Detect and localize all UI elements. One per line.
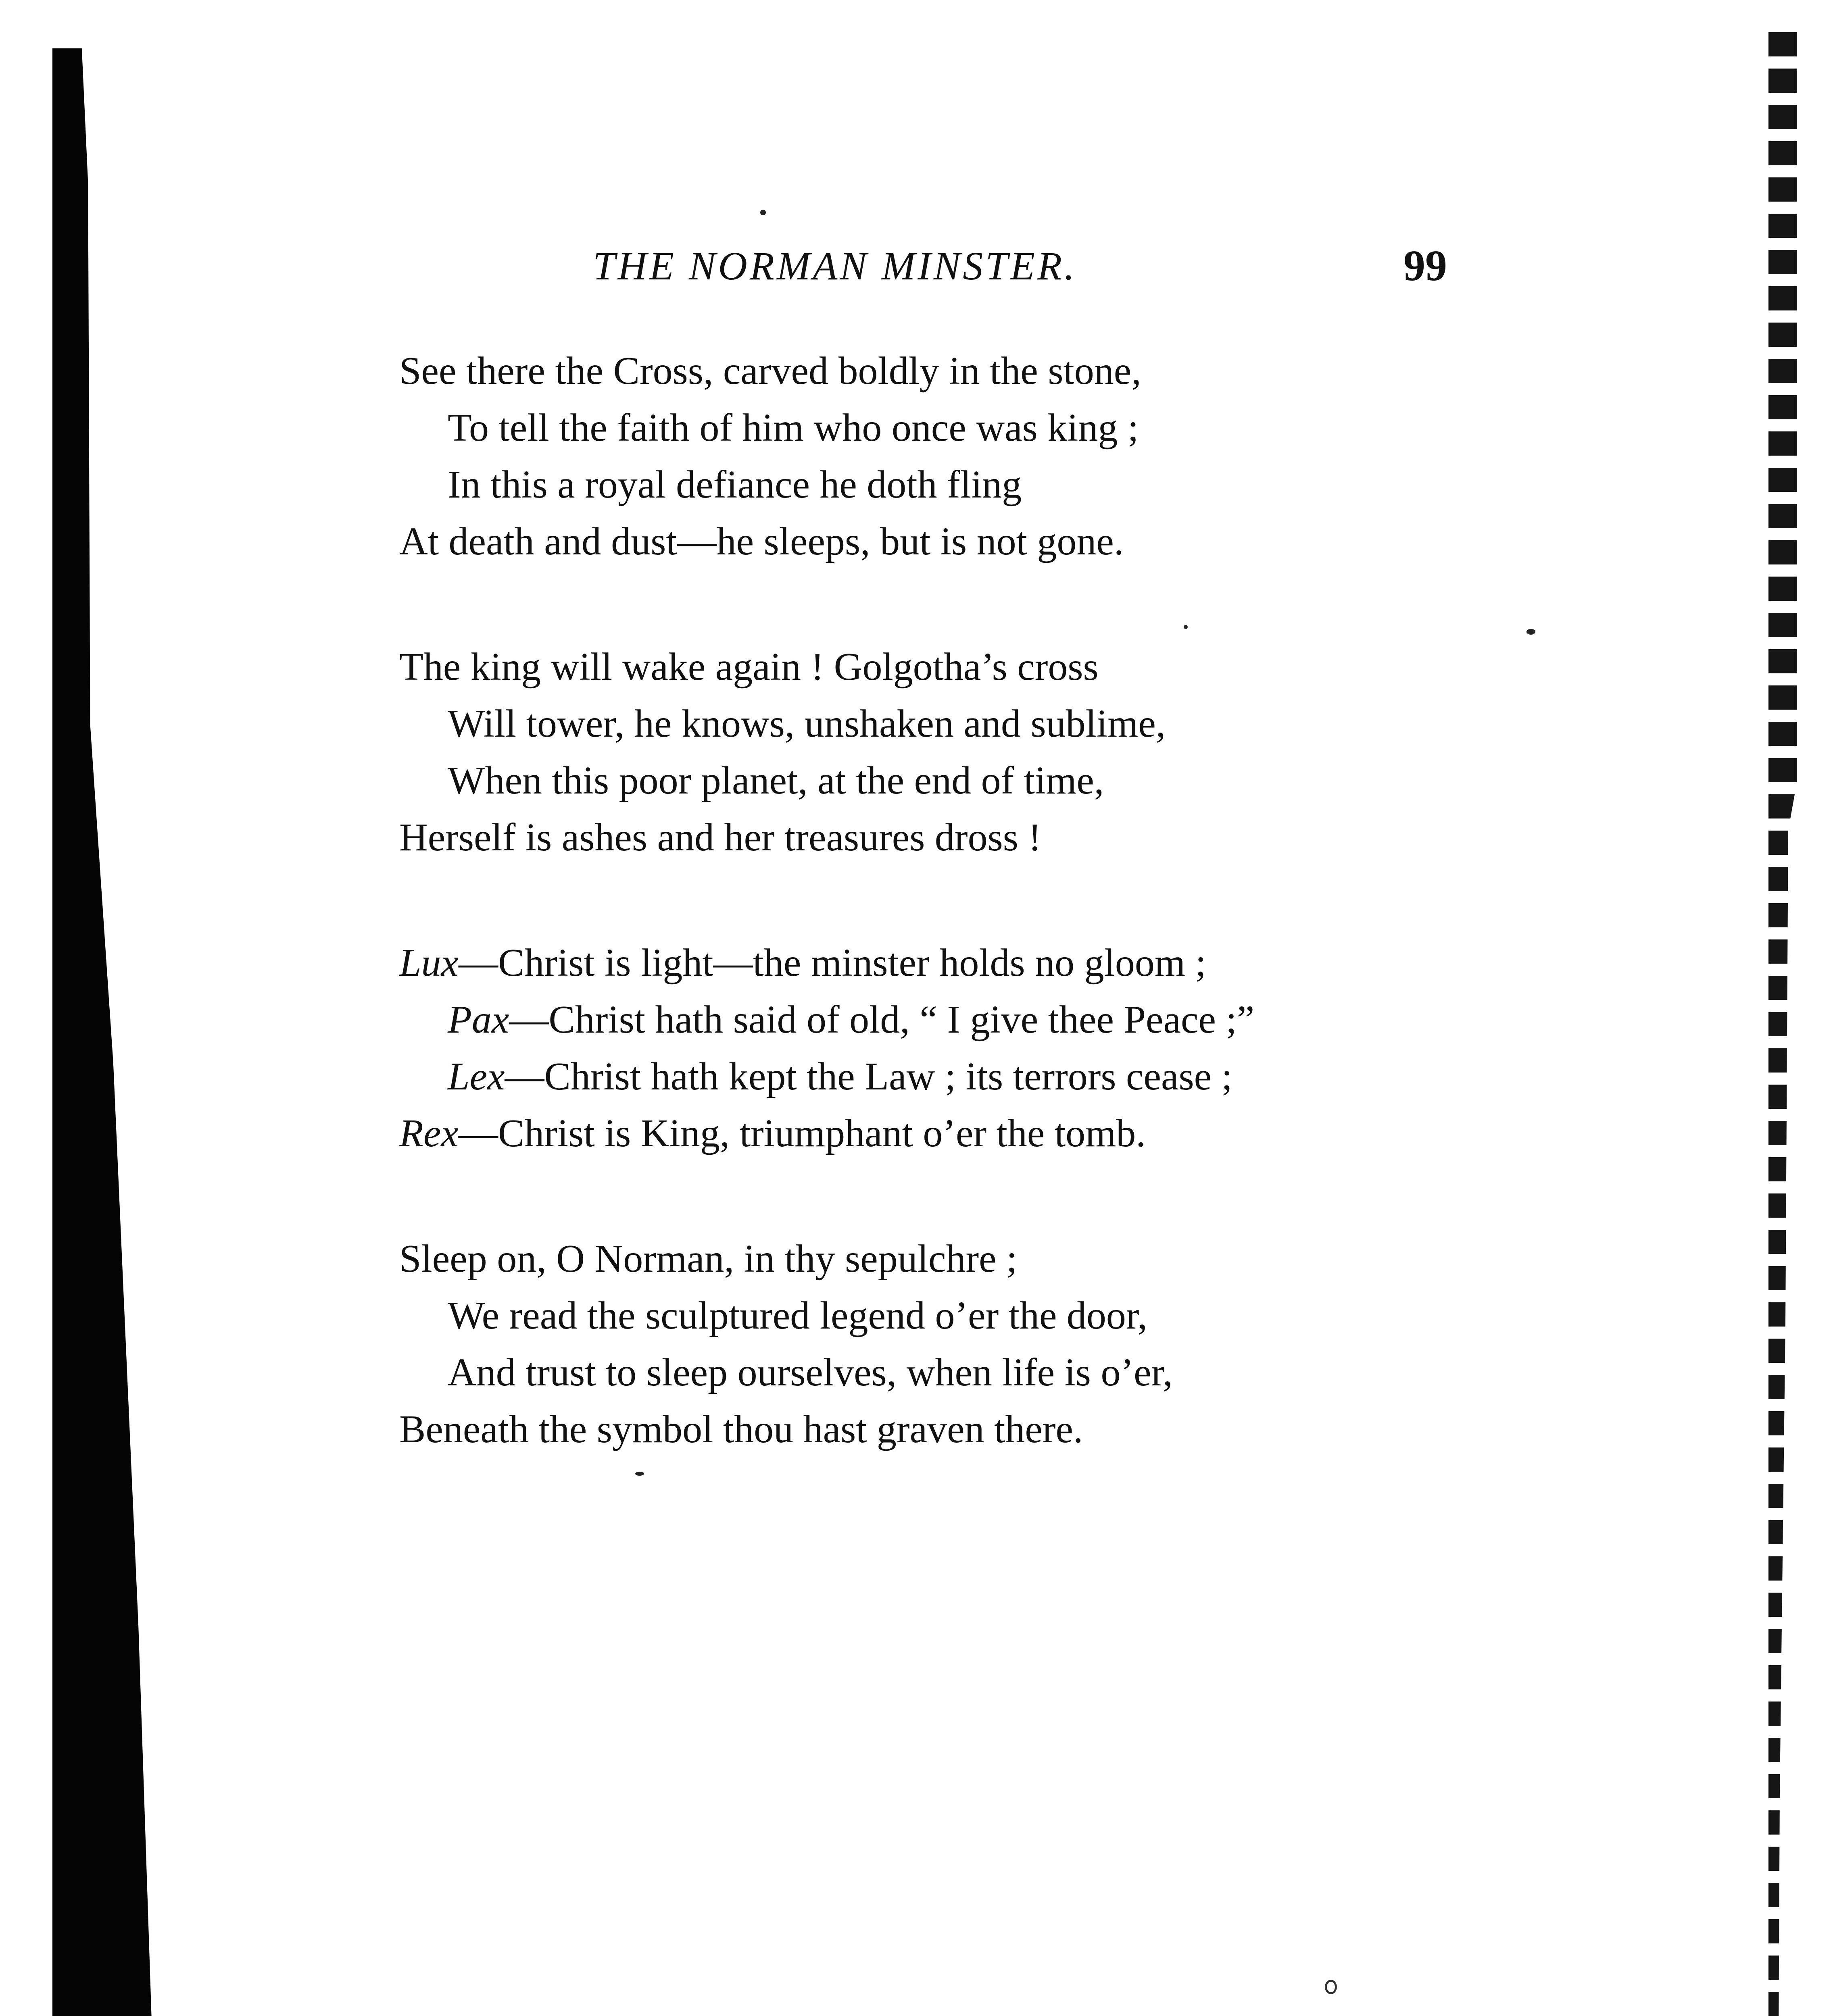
stanza (399, 935, 1609, 1162)
poem-line (399, 991, 1609, 1048)
poem-line: Herself is ashes and her treasures dross ! (399, 816, 1041, 859)
scan-speck (760, 210, 766, 215)
stanza (399, 343, 1609, 570)
poem-line (399, 1048, 1609, 1105)
poem-line: Will tower, he knows, unshaken and sublime, (448, 702, 1166, 746)
scan-page-edge (1768, 32, 1797, 2016)
poem-line: When this poor planet, at the end of time, (448, 759, 1104, 802)
poem-line-text: —Christ hath said of old, “ I give thee Peace ;” (509, 998, 1255, 1041)
latin-word: Lex (448, 1055, 505, 1098)
scan-binding-shadow (52, 48, 157, 2016)
scan-speck (1325, 1980, 1337, 1994)
latin-word: Lux (399, 941, 459, 985)
poem-line: See there the Cross, carved boldly in the stone, (399, 349, 1141, 393)
poem-line: And trust to sleep ourselves, when life is o’er, (448, 1351, 1173, 1394)
poem-line: To tell the faith of him who once was king ; (448, 406, 1139, 450)
poem-line: Beneath the symbol thou hast graven there. (399, 1408, 1083, 1451)
poem-line: We read the sculptured legend o’er the door, (448, 1294, 1148, 1337)
page-number: 99 (1403, 242, 1447, 290)
page-header (0, 238, 1833, 294)
poem-line: The king will wake again ! Golgotha’s cross (399, 645, 1099, 689)
poem-line: Sleep on, O Norman, in thy sepulchre ; (399, 1237, 1018, 1281)
poem-line-text: —Christ hath kept the Law ; its terrors cease ; (505, 1055, 1232, 1098)
poem-line (399, 1105, 1609, 1162)
poem-line-text: —Christ is light—the minster holds no gloom ; (459, 941, 1206, 985)
poem-line (399, 935, 1609, 991)
stanza (399, 1231, 1609, 1458)
poem-line: At death and dust—he sleeps, but is not gone. (399, 520, 1124, 563)
poem-line-text: —Christ is King, triumphant o’er the tomb. (458, 1112, 1146, 1155)
stanza (399, 639, 1609, 866)
poem (399, 343, 1609, 1527)
poem-line: In this a royal defiance he doth fling (448, 463, 1022, 506)
latin-word: Pax (448, 998, 509, 1041)
latin-word: Rex (399, 1112, 459, 1155)
running-title: THE NORMAN MINSTER. (593, 244, 1077, 288)
